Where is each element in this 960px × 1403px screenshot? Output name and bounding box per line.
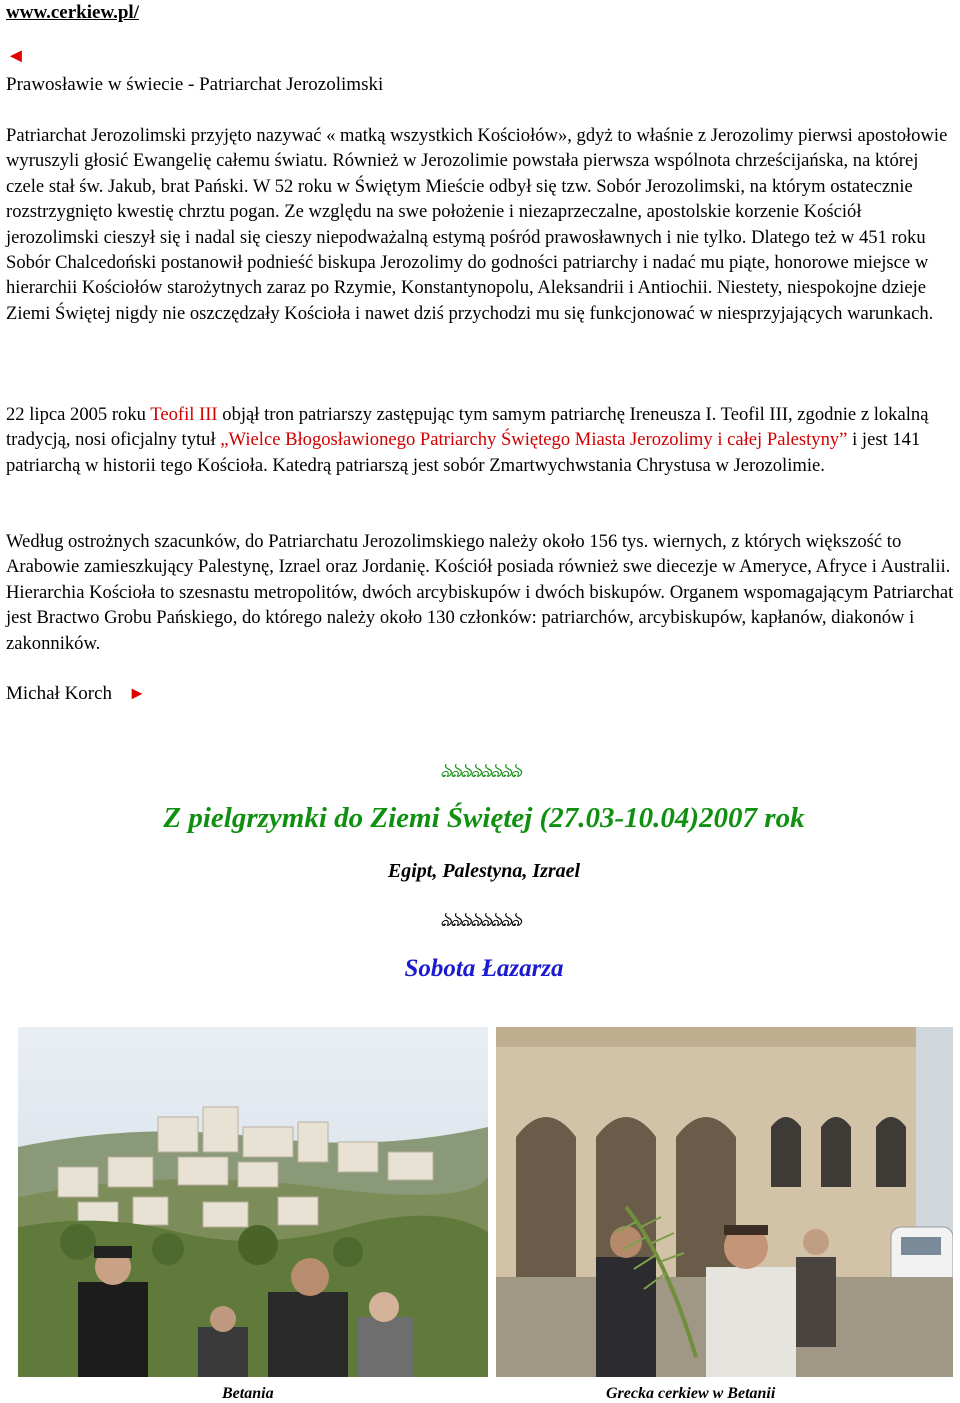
photo-greek-church (496, 1027, 953, 1377)
caption-bethany: Betania (222, 1385, 274, 1402)
next-arrow-icon[interactable]: ► (128, 683, 146, 703)
p2-text-c: i jest 141 patriarchą w historii tego Kościoła. Katedrą patriarszą jest sobór Zmartwychwstania Chrystusa w Jerozolimie. (6, 429, 921, 476)
article-paragraph-3: Według ostrożnych szacunków, do Patriarchatu Jerozolimskiego należy około 156 tys. wiernych, z których większość to Arabowie zamieszkujący Palestynę, Izrael oraz Jordanię. Kościół posiada również swe diecezje w Ameryce, Afryce i Australii. Hierarchia Kościoła to szesnastu metropolitów, dwóch arcybiskupów i dwóch biskupów. Organem wspomagającym Patriarchat jest Bractwo Grobu Pańskiego, do którego należy około 130 członków: patriarchów, arcybiskupów, kapłanów, diakonów i zakonników. (6, 531, 954, 654)
pilgrimage-subtitle: Egipt, Palestyna, Izrael (387, 860, 581, 882)
site-link[interactable]: www.cerkiew.pl/ (6, 2, 139, 23)
back-arrow-icon[interactable]: ◄ (6, 45, 26, 67)
author-name: Michał Korch (6, 683, 113, 704)
photo-bethany (18, 1027, 488, 1377)
patriarch-name-link[interactable]: Teofil III (150, 404, 218, 425)
ornament-bottom: ঌঌঌঌঌঌঌঌ (439, 909, 521, 931)
day-title: Sobota Łazarza (404, 955, 564, 982)
author-line (6, 680, 146, 707)
article-paragraph-1: Patriarchat Jerozolimski przyjęto nazywać « matką wszystkich Kościołów», gdyż to właśnie z Jerozolimy pierwsi apostołowie wyruszyli głosić Ewangelię całemu światu. Również w Jerozolimie powstała pierwsza wspólnota chrześcijańska, na której czele stał św. Jakub, brat Pański. W 52 roku w Świętym Mieście odbył się tzw. Sobór Jerozolimski, na którym ostatecznie rozstrzygnięto kwestię chrztu pogan. Ze względu na swe położenie i niezaprzeczalne, apostolskie korzenie Kościół jerozolimski cieszył się i nadal się cieszy niepodważalną estymą pośród prawosławnych i nie tylko. Dlatego też w 451 roku Sobór Chalcedoński postanowił podnieść biskupa Jerozolimy do godności patriarchy i nadać mu piąte, honorowe miejsce w hierarchii Kościołów starożytnych zaraz po Rzymie, Konstantynopolu, Aleksandrii i Antiochii. Niestety, niespokojne dzieje Ziemi Świętej nigdy nie oszczędzały Kościoła i nawet dziś przychodzi mu się funkcjonować w niesprzyjających warunkach. (6, 125, 948, 324)
caption-greek-church: Grecka cerkiew w Betanii (606, 1385, 776, 1402)
p2-text-a: 22 lipca 2005 roku (6, 404, 151, 425)
p2-text-b: objął tron patriarszy zastępując tym samym patriarchę Ireneusza I. Teofil III, zgodnie z lokalną tradycją, nosi oficjalny tytuł (6, 404, 929, 451)
patriarch-title-link[interactable]: „Wielce Błogosławionego Patriarchy Świętego Miasta Jerozolimy i całej Palestyny” (220, 429, 848, 451)
ornament-top: ঌঌঌঌঌঌঌঌ (439, 760, 521, 782)
section-title: Prawosławie w świecie - Patriarchat Jerozolimski (6, 74, 384, 95)
pilgrimage-title: Z pielgrzymki do Ziemi Świętej (27.03-10.04)2007 rok (163, 802, 805, 834)
article-paragraph-2 (6, 402, 956, 478)
